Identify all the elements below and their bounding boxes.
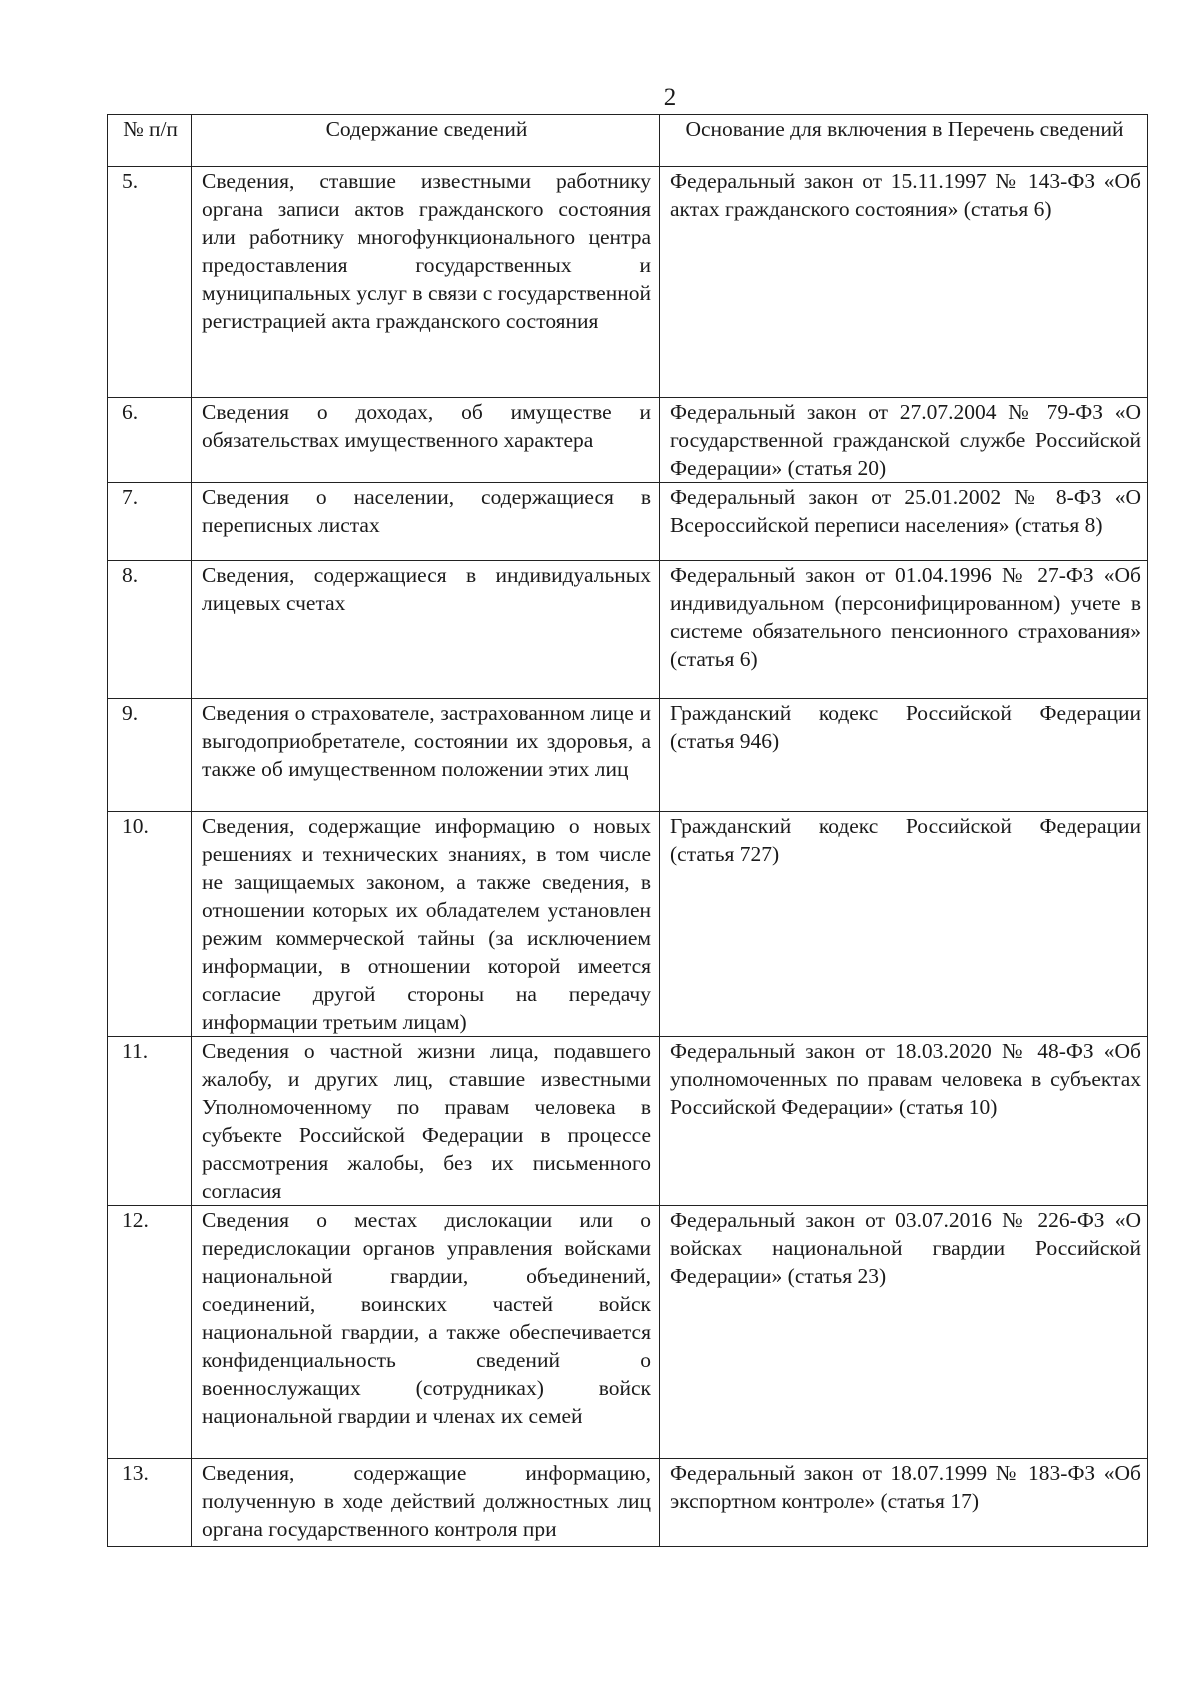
table-row	[108, 398, 1148, 483]
row-content: Сведения о страхователе, застрахованном лице и выгодоприобретателе, состоянии их здоровья, а также об имущественном положении этих лиц	[192, 699, 660, 812]
row-basis: Федеральный закон от 18.03.2020 № 48-ФЗ «Об уполномоченных по правам человека в субъектах Российской Федерации» (статья 10)	[660, 1037, 1148, 1206]
row-num: 10.	[108, 812, 192, 1037]
row-basis: Федеральный закон от 18.07.1999 № 183-ФЗ «Об экспортном контроле» (статья 17)	[660, 1459, 1148, 1547]
table-header-row	[108, 115, 1148, 167]
row-basis: Федеральный закон от 27.07.2004 № 79-ФЗ «О государственной гражданской службе Российской Федерации» (статья 20)	[660, 398, 1148, 483]
page-number: 2	[663, 84, 677, 111]
row-basis: Федеральный закон от 01.04.1996 № 27-ФЗ «Об индивидуальном (персонифицированном) учете в системе обязательного пенсионного страхования» (статья 6)	[660, 561, 1148, 699]
table-row	[108, 1206, 1148, 1459]
row-num: 8.	[108, 561, 192, 699]
information-register-table	[107, 114, 1148, 1547]
table-row	[108, 1037, 1148, 1206]
row-basis: Федеральный закон от 25.01.2002 № 8-ФЗ «О Всероссийской переписи населения» (статья 8)	[660, 483, 1148, 561]
row-num: 6.	[108, 398, 192, 483]
row-num: 9.	[108, 699, 192, 812]
table-row	[108, 812, 1148, 1037]
row-content: Сведения о местах дислокации или о передислокации органов управления войсками национальной гвардии, объединений, соединений, воинских частей войск национальной гвардии, а также обеспечивается конфиденциальность сведений о военнослужащих (сотрудниках) войск национальной гвардии и членах их семей	[192, 1206, 660, 1459]
row-num: 12.	[108, 1206, 192, 1459]
row-basis: Федеральный закон от 03.07.2016 № 226-ФЗ «О войсках национальной гвардии Российской Федерации» (статья 23)	[660, 1206, 1148, 1459]
row-basis: Гражданский кодекс Российской Федерации (статья 727)	[660, 812, 1148, 1037]
header-basis: Основание для включения в Перечень сведений	[660, 115, 1148, 167]
header-num: № п/п	[108, 115, 192, 167]
row-num: 5.	[108, 167, 192, 398]
row-basis: Гражданский кодекс Российской Федерации (статья 946)	[660, 699, 1148, 812]
row-num: 11.	[108, 1037, 192, 1206]
table-row	[108, 1459, 1148, 1547]
table-row	[108, 561, 1148, 699]
row-content: Сведения, ставшие известными работнику органа записи актов гражданского состояния или работнику многофункционального центра предоставления государственных и муниципальных услуг в связи с государственной регистрацией акта гражданского состояния	[192, 167, 660, 398]
row-num: 7.	[108, 483, 192, 561]
table-row	[108, 167, 1148, 398]
table-row	[108, 483, 1148, 561]
row-content: Сведения о доходах, об имуществе и обязательствах имущественного характера	[192, 398, 660, 483]
table-row	[108, 699, 1148, 812]
row-content: Сведения о частной жизни лица, подавшего жалобу, и других лиц, ставшие известными Уполномоченному по правам человека в субъекте Российской Федерации в процессе рассмотрения жалобы, без их письменного согласия	[192, 1037, 660, 1206]
row-num: 13.	[108, 1459, 192, 1547]
header-content: Содержание сведений	[192, 115, 660, 167]
row-content: Сведения, содержащиеся в индивидуальных лицевых счетах	[192, 561, 660, 699]
row-content: Сведения, содержащие информацию о новых решениях и технических знаниях, в том числе не защищаемых законом, а также сведения, в отношении которых их обладателем установлен режим коммерческой тайны (за исключением информации, в отношении которой имеется согласие другой стороны на передачу информации третьим лицам)	[192, 812, 660, 1037]
row-content: Сведения, содержащие информацию, полученную в ходе действий должностных лиц органа государственного контроля при	[192, 1459, 660, 1547]
row-content: Сведения о населении, содержащиеся в переписных листах	[192, 483, 660, 561]
row-basis: Федеральный закон от 15.11.1997 № 143-ФЗ «Об актах гражданского состояния» (статья 6)	[660, 167, 1148, 398]
